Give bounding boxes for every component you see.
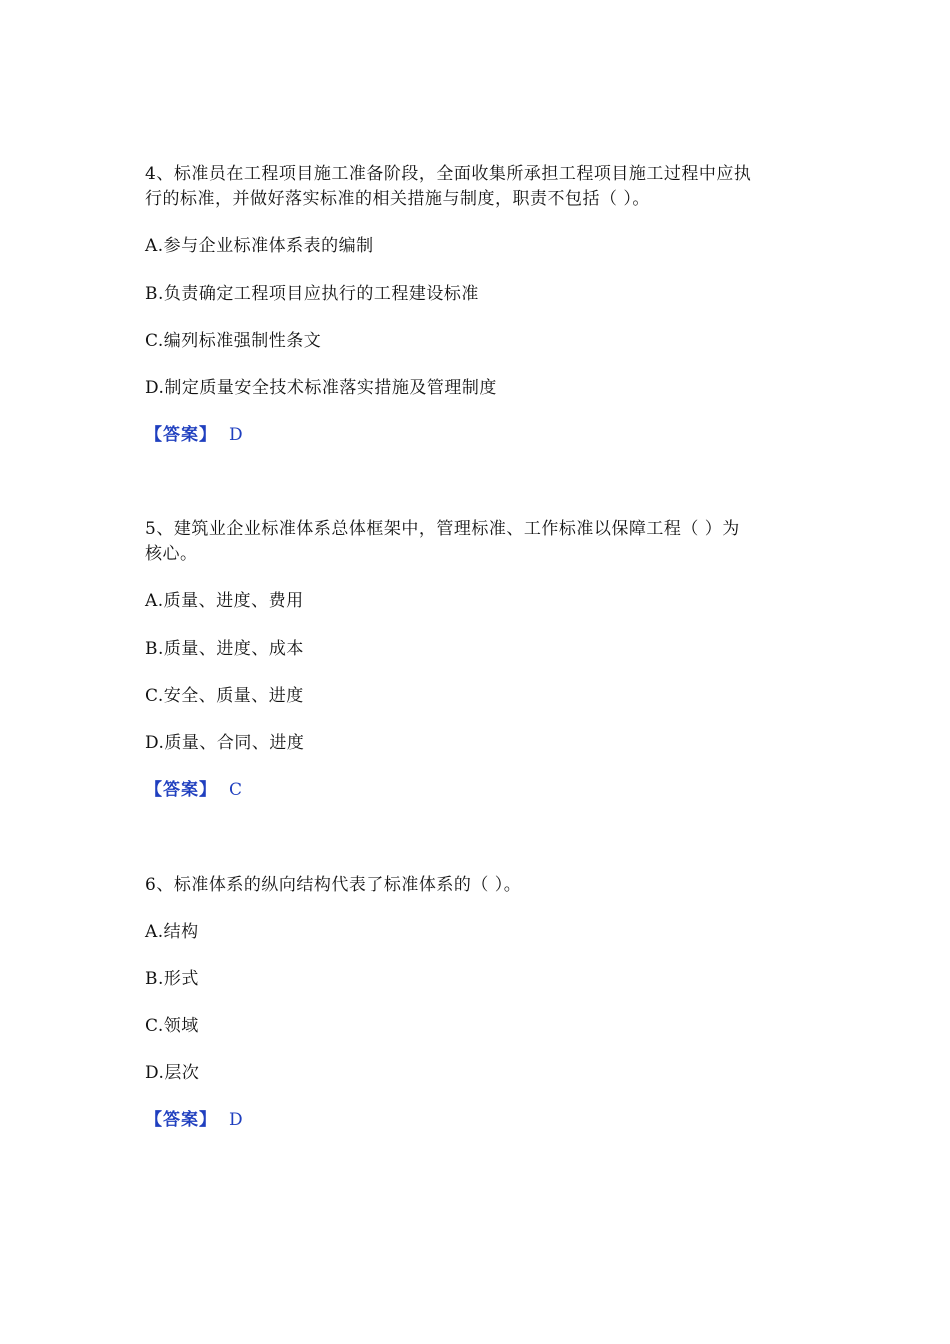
- question-5-stem-line-2: 核心。: [145, 544, 198, 564]
- question-5-option-b: B.质量、进度、成本: [145, 639, 304, 659]
- answer-value: C: [229, 780, 243, 800]
- question-5-option-c: C.安全、质量、进度: [145, 686, 304, 706]
- question-5-option-a: A.质量、进度、费用: [145, 591, 304, 611]
- question-5-stem-line-1: 5、建筑业企业标准体系总体框架中，管理标准、工作标准以保障工程（ ）为: [145, 519, 740, 539]
- question-4-option-d: D.制定质量安全技术标准落实措施及管理制度: [145, 378, 497, 398]
- question-4-option-b: B.负责确定工程项目应执行的工程建设标准: [145, 284, 479, 304]
- question-4-option-a: A.参与企业标准体系表的编制: [145, 236, 374, 256]
- answer-value: D: [229, 1110, 243, 1130]
- answer-value: D: [229, 425, 243, 445]
- answer-label: 【答案】: [145, 1110, 217, 1130]
- answer-label: 【答案】: [145, 780, 217, 800]
- question-6-answer: [145, 1109, 243, 1131]
- question-6-option-b: B.形式: [145, 969, 199, 989]
- question-6-stem-line-1: 6、标准体系的纵向结构代表了标准体系的（ ）。: [145, 875, 522, 895]
- question-4-option-c: C.编列标准强制性条文: [145, 331, 322, 351]
- question-4-answer: [145, 424, 243, 446]
- question-6-option-a: A.结构: [145, 922, 199, 942]
- question-4-stem-line-2: 行的标准，并做好落实标准的相关措施与制度，职责不包括（ ）。: [145, 189, 650, 209]
- question-5-option-d: D.质量、合同、进度: [145, 733, 305, 753]
- question-5-answer: [145, 779, 242, 801]
- question-6-option-d: D.层次: [145, 1063, 200, 1083]
- question-6-option-c: C.领域: [145, 1016, 199, 1036]
- question-4-stem-line-1: 4、标准员在工程项目施工准备阶段，全面收集所承担工程项目施工过程中应执: [145, 164, 752, 184]
- answer-label: 【答案】: [145, 425, 217, 445]
